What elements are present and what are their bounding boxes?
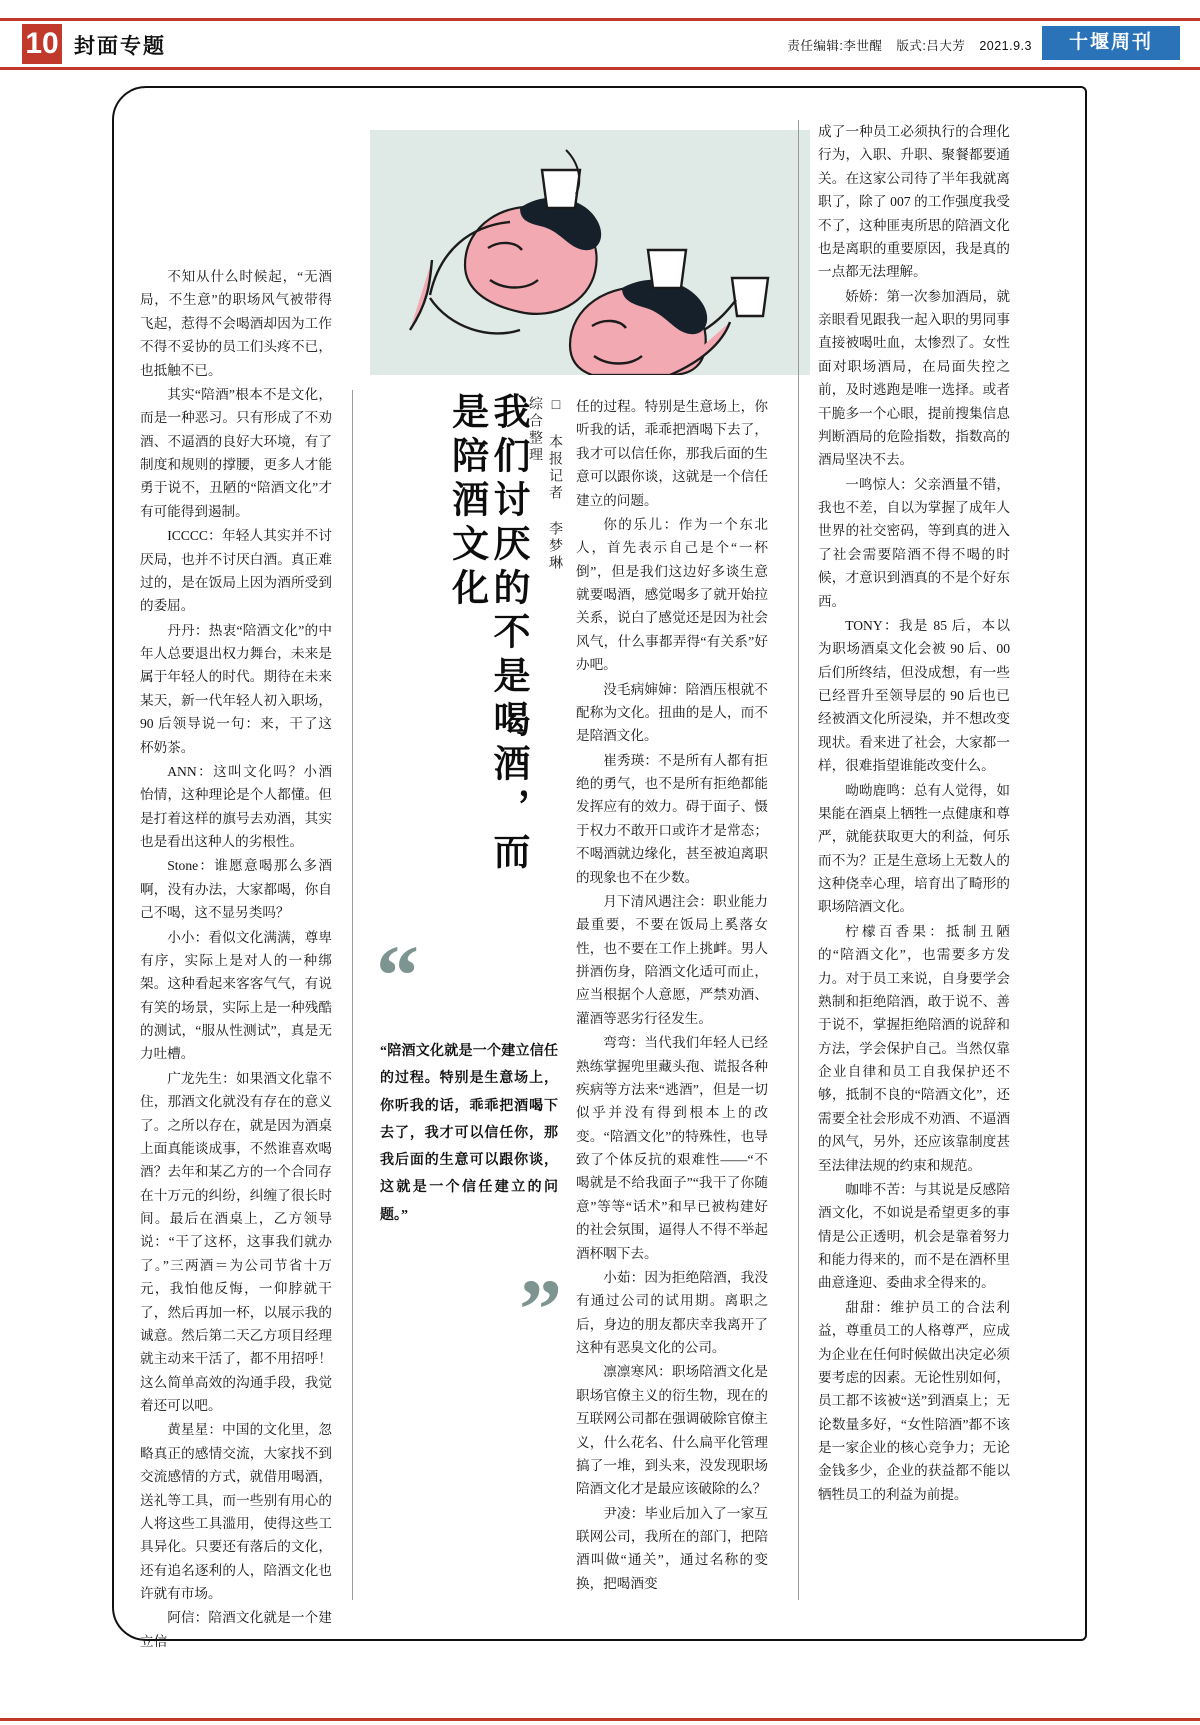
paragraph: 你的乐儿：作为一个东北人，首先表示自己是个“一杯倒”，但是我们这边好多谈生意就要喝酒，感觉喝多了就开始拉关系，说白了感觉还是因为社会风气，什么事都弄得“有关系”好办吧。 [576,516,768,673]
paragraph: 丹丹：热衷“陪酒文化”的中年人总要退出权力舞台，未来是属于年轻人的时代。期待在未来某天，新一代年轻人初入职场，90 后领导说一句：来，干了这杯奶茶。 [140,622,332,755]
section-title: 封面专题 [74,35,166,58]
column-divider-2 [798,120,799,1600]
paragraph: 黄星星：中国的文化里，忽略真正的感情交流，大家找不到交流感情的方式，就借用喝酒，送礼等工具，而一些别有用心的人将这些工具滥用，使得这些工具异化。只要还有落后的文化，还有追名逐利的人，陪酒文化也许就有市场。 [140,1422,332,1601]
paragraph: TONY：我是 85 后，本以为职场酒桌文化会被 90 后、00 后们所终结，但没成想，有一些已经晋升至领导层的 90 后也已经被酒文化所浸染，并不想改变现状。看来进了社会，大家都一样，很难指望谁能改变什么。 [818,617,1010,774]
paragraph: 柠檬百香果：抵制丑陋的“陪酒文化”，也需要多方发力。对于员工来说，自身要学会熟制和拒绝陪酒，敢于说不、善于说不，掌握拒绝陪酒的说辞和方法，学会保护自己。当然仅靠企业自律和员工自我保护还不够，抵制不良的“陪酒文化”，还需要全社会形成不劝酒、不逼酒的风气，另外，还应该靠制度甚至法律法规的约束和规范。 [818,923,1010,1173]
paragraph: 没毛病婶婶：陪酒压根就不配称为文化。扭曲的是人，而不是陪酒文化。 [576,681,768,744]
pull-quote-text: “陪酒文化就是一个建立信任的过程。特别是生意场上，你听我的话，乖乖把酒喝下去了，我才可以信任你，那我后面的生意可以跟你谈，这就是一个信任建立的问题。” [380,1044,558,1223]
paragraph: Stone：谁愿意喝那么多酒啊，没有办法，大家都喝，你自己不喝，这不显另类吗？ [140,858,332,921]
quote-close-icon: ” [519,1261,562,1358]
credit-layout: 版式:吕大芳 [896,39,966,53]
paragraph: 凛凛寒风：职场陪酒文化是职场官僚主义的衍生物，现在的互联网公司都在强调破除官僚主义，什么花名、什么扁平化管理搞了一堆，到头来，没发现职场陪酒文化才是最应该破除的么？ [576,1364,768,1497]
paragraph: 阿信：陪酒文化就是一个建立信 [140,1610,332,1649]
article-column-1 [140,265,332,1654]
masthead-bottom-rule [0,67,1200,70]
paper-name: 十堰周刊 [1042,26,1180,60]
footer-rule [0,1718,1200,1721]
paragraph: 其实“陪酒”根本不是文化，而是一种恶习。只有形成了不劝酒、不逼酒的良好大环境，有了制度和规则的撑腰，更多人才能勇于说不，丑陋的“陪酒文化”才有可能得到遏制。 [140,386,332,519]
paragraph: ANN：这叫文化吗？小酒怡情，这种理论是个人都懂。但是打着这样的旗号去劝酒，其实也是看出这种人的劣根性。 [140,763,332,849]
article-column-3 [576,395,768,1596]
column-divider-1 [352,390,353,1600]
quote-open-icon: “ [376,927,419,1023]
paragraph: 广龙先生：如果酒文化靠不住，那酒文化就没有存在的意义了。之所以存在，就是因为酒桌上面真能谈成事，不然谁喜欢喝酒？去年和某乙方的一个合同存在十万元的纠纷，纠缠了很长时间。最后在酒桌上，乙方领导说：“干了这杯，这事我们就办了。”三两酒＝为公司节省十万元，我怕他反悔，一仰脖就干了，然后再加一杯，以展示我的诚意。然后第二天乙方项目经理就主动来干活了，都不用招呼！这么简单高效的沟通手段，我觉着还可以吧。 [140,1070,332,1413]
paragraph: 甜甜：维护员工的合法利益，尊重员工的人格尊严，应成为企业在任何时候做出决定必须要考虑的因素。无论性别如何，员工都不该被“送”到酒桌上；无论数量多好，“女性陪酒”都不该是一家企业的核心竞争力；无论金钱多少，企业的获益都不能以牺牲员工的利益为前提。 [818,1299,1010,1502]
paragraph: 咖啡不苦：与其说是反感陪酒文化，不如说是希望更多的事情是公正透明，机会是靠着努力和能力得来的，而不是在酒杯里曲意逢迎、委曲求全得来的。 [818,1181,1010,1291]
credit-editor: 责任编辑:李世醒 [787,39,883,53]
masthead [0,0,1200,72]
page-number: 10 [22,24,62,64]
paragraph: 一鸣惊人：父亲酒量不错，我也不差，自以为掌握了成年人世界的社交密码，等到真的进入了社会需要陪酒不得不喝的时候，才意识到酒真的不是个好东西。 [818,476,1010,609]
byline: □ 本报记者 李梦琳 综合整理 [528,396,564,572]
pull-quote [376,927,562,1358]
article-column-4 [818,120,1010,1507]
paragraph: 尹凌：毕业后加入了一家互联网公司，我所在的部门，把陪酒叫做“通关”，通过名称的变换，把喝酒变 [576,1505,768,1591]
paragraph: ICCCC：年轻人其实并不讨厌局，也并不讨厌白酒。真正难过的，是在饭局上因为酒所受到的委屈。 [140,528,332,614]
masthead-top-rule [0,18,1200,21]
paragraph: 娇娇：第一次参加酒局，就亲眼看见跟我一起入职的男同事直接被喝吐血，太惨烈了。女性面对职场酒局，在局面失控之前，及时逃跑是唯一选择。或者干脆多一个心眼，提前搜集信息判断酒局的危险指数，指数高的酒局坚决不去。 [818,288,1010,468]
paragraph: 崔秀瑛：不是所有人都有拒绝的勇气，也不是所有拒绝都能发挥应有的效力。碍于面子、慑于权力不敢开口或许才是常态；不喝酒就边缘化，甚至被迫离职的现象也不在少数。 [576,752,768,885]
paragraph: 小茹：因为拒绝陪酒，我没有通过公司的试用期。离职之后，身边的朋友都庆幸我离开了这种有恶臭文化的公司。 [576,1269,768,1355]
paragraph: 月下清风遇注会：职业能力最重要，不要在饭局上奚落女性，也不要在工作上挑衅。男人拼酒伤身，陪酒文化适可而止，应当根据个人意愿，严禁劝酒、灌酒等恶劣行径发生。 [576,893,768,1026]
page-title: 我们讨厌的不是喝酒，而是陪酒文化 [445,392,528,876]
paragraph: 呦呦鹿鸣：总有人觉得，如果能在酒桌上牺牲一点健康和尊严，就能获取更大的利益，何乐而不为？正是生意场上无数人的这种侥幸心理，培育出了畸形的职场陪酒文化。 [818,782,1010,915]
drinking-toast-illustration [370,130,810,375]
headline-block [370,392,570,912]
masthead-credits [777,36,1032,54]
paragraph: 任的过程。特别是生意场上，你听我的话，乖乖把酒喝下去了，我才可以信任你，那我后面的生意可以跟你谈，这就是一个信任建立的问题。 [576,399,768,508]
paragraph: 弯弯：当代我们年轻人已经熟练掌握兜里藏头孢、谎报各种疾病等方法来“逃酒”，但是一切似乎并没有得到根本上的改变。“陪酒文化”的特殊性，也导致了个体反抗的艰难性——“不喝就是不给我面子”“我干了你随意”等等“话术”和早已被构建好的社会氛围，逼得人不得不举起酒杯咽下去。 [576,1035,768,1261]
paragraph: 小小：看似文化满满，尊卑有序，实际上是对人的一种绑架。这种看起来客客气气，有说有笑的场景，实际上是一种残酷的测试，“服从性测试”，真是无力吐槽。 [140,929,332,1062]
credit-date: 2021.9.3 [979,39,1032,53]
paragraph: 成了一种员工必须执行的合理化行为，入职、升职、聚餐都要通关。在这家公司待了半年我就离职了，除了 007 的工作强度我受不了，这种匪夷所思的陪酒文化也是离职的重要原因，我是真的一点都无法理解。 [818,124,1010,280]
paragraph: 不知从什么时候起，“无酒局，不生意”的职场风气被带得飞起，惹得不会喝酒却因为工作不得不妥协的员工们头疼不已，也抵触不已。 [140,269,332,378]
